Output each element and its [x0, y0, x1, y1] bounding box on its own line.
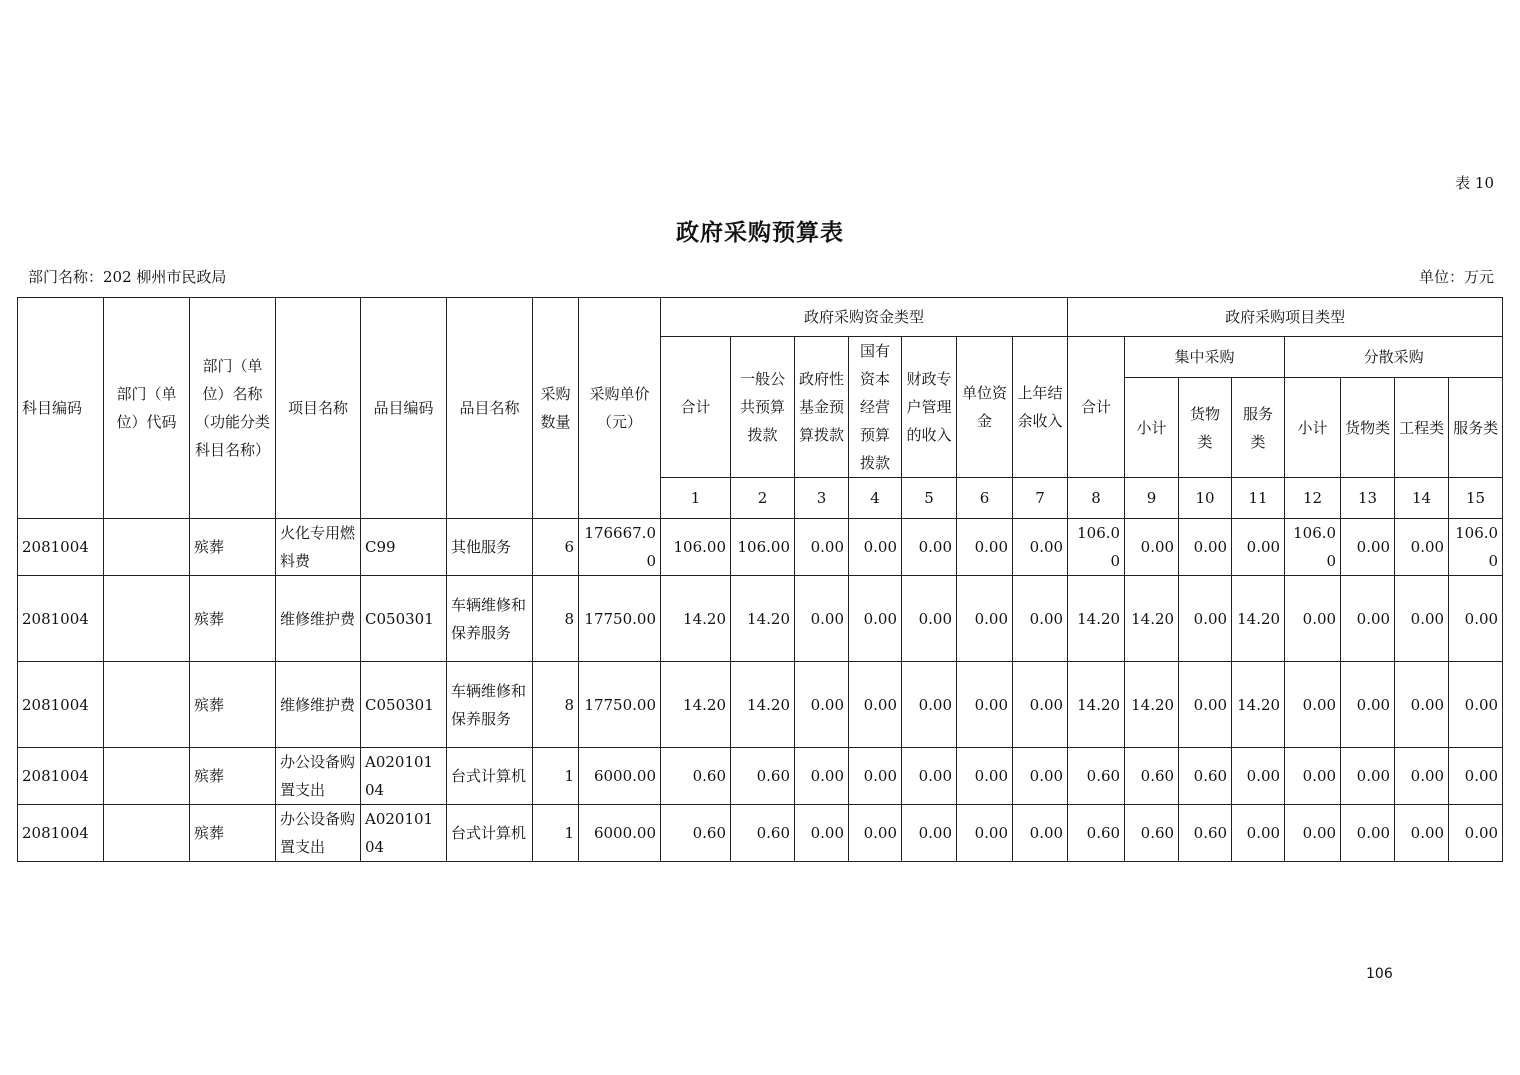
header-fund-total: 合计: [661, 337, 731, 478]
cell-value-col-6: 0.00: [957, 748, 1013, 805]
cell-value-col-5: 0.00: [902, 805, 957, 862]
cell-value-col-15: 0.00: [1449, 576, 1503, 662]
cell-value-col-3: 0.00: [795, 748, 849, 805]
cell-value-col-8: 0.60: [1068, 805, 1125, 862]
cell-project-name: 维修维护费: [276, 662, 361, 748]
cell-subject-code: 2081004: [18, 576, 104, 662]
header-dept-code: 部门（单位）代码: [104, 298, 190, 519]
cell-value-col-2: 14.20: [731, 576, 795, 662]
cell-value-col-1: 14.20: [661, 662, 731, 748]
header-special-account: 财政专户管理的收入: [902, 337, 957, 478]
table-row: [18, 576, 1503, 662]
cell-value-col-9: 14.20: [1125, 576, 1179, 662]
cell-value-col-14: 0.00: [1395, 576, 1449, 662]
cell-item-code: A02010104: [361, 805, 447, 862]
cell-value-col-14: 0.00: [1395, 748, 1449, 805]
cell-value-col-1: 106.00: [661, 519, 731, 576]
cell-item-name: 其他服务: [447, 519, 533, 576]
header-gov-fund: 政府性基金预算拨款: [795, 337, 849, 478]
cell-value-col-5: 0.00: [902, 748, 957, 805]
page-number: 106: [1366, 966, 1393, 982]
cell-value-col-8: 14.20: [1068, 662, 1125, 748]
header-item-name: 品目名称: [447, 298, 533, 519]
cell-value-col-7: 0.00: [1013, 519, 1068, 576]
cell-value-col-11: 14.20: [1232, 576, 1285, 662]
cell-value-col-15: 0.00: [1449, 748, 1503, 805]
header-general-budget: 一般公共预算拨款: [731, 337, 795, 478]
cell-value-col-9: 0.60: [1125, 805, 1179, 862]
header-decentralized: 分散采购: [1285, 337, 1503, 378]
cell-value-col-15: 0.00: [1449, 805, 1503, 862]
cell-project-name: 火化专用燃料费: [276, 519, 361, 576]
cell-unit-price: 6000.00: [579, 748, 661, 805]
cell-value-col-12: 0.00: [1285, 748, 1341, 805]
column-number: 2: [731, 478, 795, 519]
cell-value-col-10: 0.00: [1179, 519, 1232, 576]
page-title: 政府采购预算表: [676, 219, 844, 246]
cell-value-col-11: 0.00: [1232, 805, 1285, 862]
cell-unit-price: 176667.00: [579, 519, 661, 576]
column-number: 3: [795, 478, 849, 519]
cell-item-code: A02010104: [361, 748, 447, 805]
header-unit-price: 采购单价（元）: [579, 298, 661, 519]
cell-value-col-12: 0.00: [1285, 576, 1341, 662]
cell-value-col-2: 106.00: [731, 519, 795, 576]
cell-value-col-12: 106.00: [1285, 519, 1341, 576]
header-carryover: 上年结余收入: [1013, 337, 1068, 478]
cell-dept-code: [104, 748, 190, 805]
cell-quantity: 1: [533, 748, 579, 805]
header-item-code: 品目编码: [361, 298, 447, 519]
cell-value-col-5: 0.00: [902, 662, 957, 748]
cell-project-name: 维修维护费: [276, 576, 361, 662]
cell-value-col-11: 14.20: [1232, 662, 1285, 748]
cell-value-col-11: 0.00: [1232, 519, 1285, 576]
cell-subject-code: 2081004: [18, 748, 104, 805]
cell-value-col-2: 14.20: [731, 662, 795, 748]
cell-value-col-5: 0.00: [902, 576, 957, 662]
procurement-budget-table: [17, 297, 1503, 862]
cell-value-col-4: 0.00: [849, 662, 902, 748]
table-row: [18, 748, 1503, 805]
cell-value-col-1: 0.60: [661, 805, 731, 862]
header-d-goods: 货物类: [1341, 378, 1395, 478]
cell-value-col-10: 0.00: [1179, 662, 1232, 748]
cell-value-col-4: 0.00: [849, 805, 902, 862]
cell-value-col-13: 0.00: [1341, 805, 1395, 862]
column-number: 7: [1013, 478, 1068, 519]
cell-item-code: C99: [361, 519, 447, 576]
header-subject-code: 科目编码: [18, 298, 104, 519]
cell-subject-code: 2081004: [18, 519, 104, 576]
column-number: 12: [1285, 478, 1341, 519]
header-dept-name: 部门（单位）名称（功能分类科目名称）: [190, 298, 276, 519]
table-row: [18, 662, 1503, 748]
column-number: 10: [1179, 478, 1232, 519]
column-number: 6: [957, 478, 1013, 519]
table-row: [18, 519, 1503, 576]
cell-value-col-10: 0.60: [1179, 805, 1232, 862]
cell-value-col-3: 0.00: [795, 576, 849, 662]
table-row: [18, 805, 1503, 862]
cell-item-name: 车辆维修和保养服务: [447, 662, 533, 748]
cell-dept-code: [104, 519, 190, 576]
column-number: 1: [661, 478, 731, 519]
header-quantity: 采购数量: [533, 298, 579, 519]
cell-value-col-15: 106.00: [1449, 519, 1503, 576]
cell-item-code: C050301: [361, 576, 447, 662]
cell-value-col-8: 106.00: [1068, 519, 1125, 576]
header-d-services: 服务类: [1449, 378, 1503, 478]
header-centralized: 集中采购: [1125, 337, 1285, 378]
cell-value-col-11: 0.00: [1232, 748, 1285, 805]
cell-value-col-6: 0.00: [957, 519, 1013, 576]
cell-item-name: 台式计算机: [447, 748, 533, 805]
column-number: 8: [1068, 478, 1125, 519]
header-fund-type-group: 政府采购资金类型: [661, 298, 1068, 337]
cell-quantity: 8: [533, 576, 579, 662]
header-d-subtotal: 小计: [1285, 378, 1341, 478]
header-state-capital: 国有资本经营预算拨款: [849, 337, 902, 478]
cell-dept-code: [104, 805, 190, 862]
table-body: [18, 519, 1503, 862]
cell-subject-code: 2081004: [18, 662, 104, 748]
column-number: 5: [902, 478, 957, 519]
cell-dept-name: 殡葬: [190, 519, 276, 576]
cell-value-col-9: 0.00: [1125, 519, 1179, 576]
cell-value-col-8: 14.20: [1068, 576, 1125, 662]
unit-label: 单位：万元: [1418, 268, 1494, 286]
cell-value-col-6: 0.00: [957, 576, 1013, 662]
cell-value-col-14: 0.00: [1395, 519, 1449, 576]
cell-value-col-10: 0.60: [1179, 748, 1232, 805]
cell-project-name: 办公设备购置支出: [276, 805, 361, 862]
cell-dept-code: [104, 576, 190, 662]
cell-value-col-7: 0.00: [1013, 805, 1068, 862]
cell-value-col-12: 0.00: [1285, 662, 1341, 748]
cell-quantity: 6: [533, 519, 579, 576]
cell-dept-name: 殡葬: [190, 576, 276, 662]
cell-value-col-13: 0.00: [1341, 519, 1395, 576]
cell-value-col-13: 0.00: [1341, 748, 1395, 805]
cell-item-name: 台式计算机: [447, 805, 533, 862]
cell-value-col-3: 0.00: [795, 805, 849, 862]
cell-value-col-7: 0.00: [1013, 576, 1068, 662]
cell-value-col-6: 0.00: [957, 805, 1013, 862]
cell-value-col-2: 0.60: [731, 748, 795, 805]
cell-value-col-4: 0.00: [849, 748, 902, 805]
cell-dept-code: [104, 662, 190, 748]
cell-value-col-1: 14.20: [661, 576, 731, 662]
cell-value-col-8: 0.60: [1068, 748, 1125, 805]
cell-unit-price: 17750.00: [579, 576, 661, 662]
cell-unit-price: 17750.00: [579, 662, 661, 748]
cell-value-col-13: 0.00: [1341, 576, 1395, 662]
cell-item-name: 车辆维修和保养服务: [447, 576, 533, 662]
column-number: 4: [849, 478, 902, 519]
cell-dept-name: 殡葬: [190, 662, 276, 748]
cell-dept-name: 殡葬: [190, 748, 276, 805]
header-project-name: 项目名称: [276, 298, 361, 519]
cell-value-col-14: 0.00: [1395, 662, 1449, 748]
cell-value-col-14: 0.00: [1395, 805, 1449, 862]
cell-value-col-9: 14.20: [1125, 662, 1179, 748]
cell-value-col-15: 0.00: [1449, 662, 1503, 748]
cell-value-col-13: 0.00: [1341, 662, 1395, 748]
cell-value-col-10: 0.00: [1179, 576, 1232, 662]
cell-value-col-2: 0.60: [731, 805, 795, 862]
table-number: 表 10: [1455, 174, 1494, 192]
column-number: 9: [1125, 478, 1179, 519]
cell-value-col-3: 0.00: [795, 519, 849, 576]
column-number: 14: [1395, 478, 1449, 519]
header-c-goods: 货物类: [1179, 378, 1232, 478]
header-d-works: 工程类: [1395, 378, 1449, 478]
department-name: 部门名称：202 柳州市民政局: [28, 268, 227, 286]
cell-project-name: 办公设备购置支出: [276, 748, 361, 805]
cell-value-col-1: 0.60: [661, 748, 731, 805]
cell-value-col-4: 0.00: [849, 576, 902, 662]
cell-value-col-4: 0.00: [849, 519, 902, 576]
cell-value-col-12: 0.00: [1285, 805, 1341, 862]
cell-value-col-6: 0.00: [957, 662, 1013, 748]
cell-value-col-7: 0.00: [1013, 748, 1068, 805]
cell-quantity: 1: [533, 805, 579, 862]
column-number: 15: [1449, 478, 1503, 519]
cell-value-col-5: 0.00: [902, 519, 957, 576]
cell-subject-code: 2081004: [18, 805, 104, 862]
column-number: 13: [1341, 478, 1395, 519]
cell-quantity: 8: [533, 662, 579, 748]
header-project-type-group: 政府采购项目类型: [1068, 298, 1503, 337]
header-c-services: 服务类: [1232, 378, 1285, 478]
cell-unit-price: 6000.00: [579, 805, 661, 862]
header-unit-fund: 单位资金: [957, 337, 1013, 478]
cell-dept-name: 殡葬: [190, 805, 276, 862]
cell-value-col-7: 0.00: [1013, 662, 1068, 748]
header-c-subtotal: 小计: [1125, 378, 1179, 478]
cell-value-col-9: 0.60: [1125, 748, 1179, 805]
cell-item-code: C050301: [361, 662, 447, 748]
header-project-total: 合计: [1068, 337, 1125, 478]
column-number: 11: [1232, 478, 1285, 519]
cell-value-col-3: 0.00: [795, 662, 849, 748]
